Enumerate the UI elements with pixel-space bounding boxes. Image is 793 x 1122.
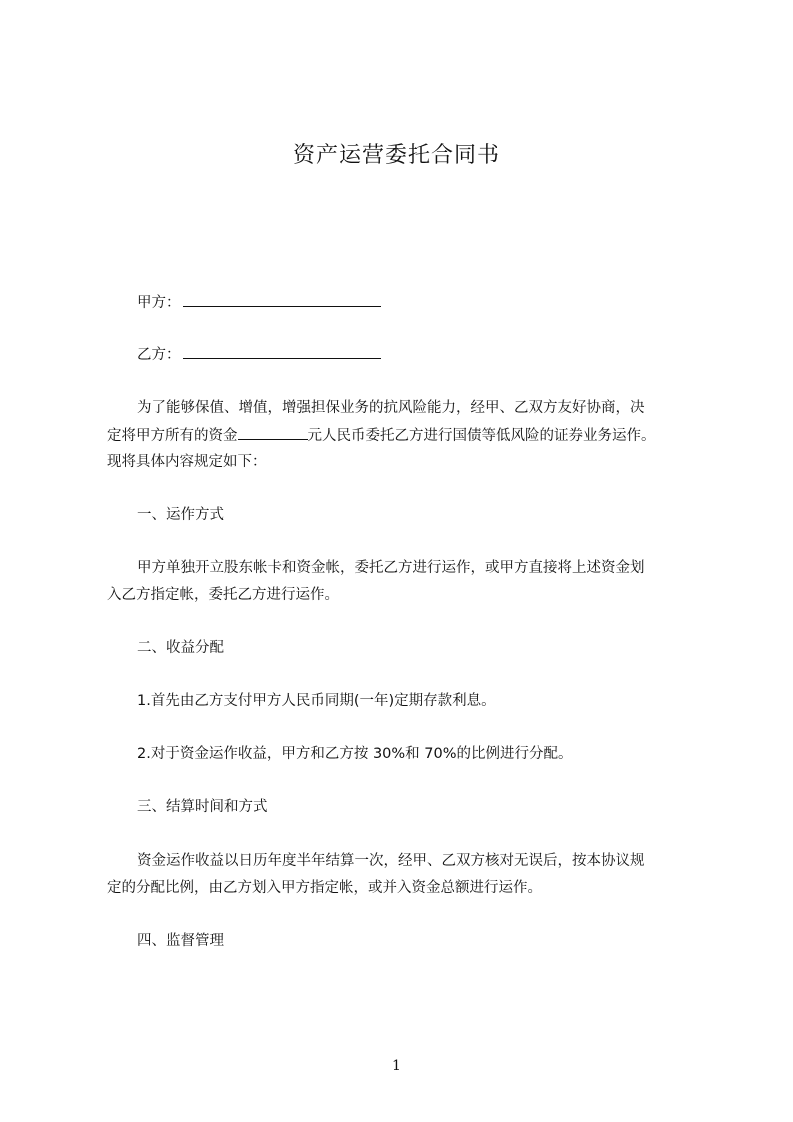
party-a-label: 甲方： bbox=[137, 295, 181, 311]
section-1-line-1: 甲方单独开立股东帐卡和资金帐，委托乙方进行运作，或甲方直接将上述资金划 bbox=[137, 560, 645, 576]
section-2-item-1: 1.首先由乙方支付甲方人民币同期(一年)定期存款利息。 bbox=[137, 693, 496, 709]
party-b-line bbox=[137, 344, 381, 365]
intro-line-3: 现将具体内容规定如下： bbox=[107, 454, 267, 470]
section-3-line-2: 定的分配比例，由乙方划入甲方指定帐，或并入资金总额进行运作。 bbox=[107, 880, 542, 896]
section-3-line-1: 资金运作收益以日历年度半年结算一次，经甲、乙双方核对无误后，按本协议规 bbox=[137, 853, 645, 869]
section-1-heading: 一、运作方式 bbox=[137, 507, 224, 523]
intro-line-2-after: 元人民币委托乙方进行国债等低风险的证券业务运作。 bbox=[307, 428, 656, 444]
party-b-blank bbox=[183, 344, 381, 359]
section-3-heading: 三、结算时间和方式 bbox=[137, 799, 268, 815]
party-b-label: 乙方： bbox=[137, 347, 181, 363]
section-4-heading: 四、监督管理 bbox=[137, 933, 224, 949]
section-2-item-2: 2.对于资金运作收益，甲方和乙方按 30%和 70%的比例进行分配。 bbox=[137, 746, 573, 762]
page-number: 1 bbox=[392, 1058, 401, 1074]
intro-line-2-before: 定将甲方所有的资金 bbox=[107, 428, 238, 444]
section-1-line-2: 入乙方指定帐，委托乙方进行运作。 bbox=[107, 587, 339, 603]
amount-blank bbox=[238, 425, 308, 440]
party-a-blank bbox=[183, 292, 381, 307]
intro-line-2 bbox=[107, 425, 656, 446]
party-a-line bbox=[137, 292, 381, 313]
intro-line-1: 为了能够保值、增值，增强担保业务的抗风险能力，经甲、乙双方友好协商，决 bbox=[137, 400, 645, 416]
document-title: 资产运营委托合同书 bbox=[292, 143, 500, 168]
section-2-heading: 二、收益分配 bbox=[137, 640, 224, 656]
